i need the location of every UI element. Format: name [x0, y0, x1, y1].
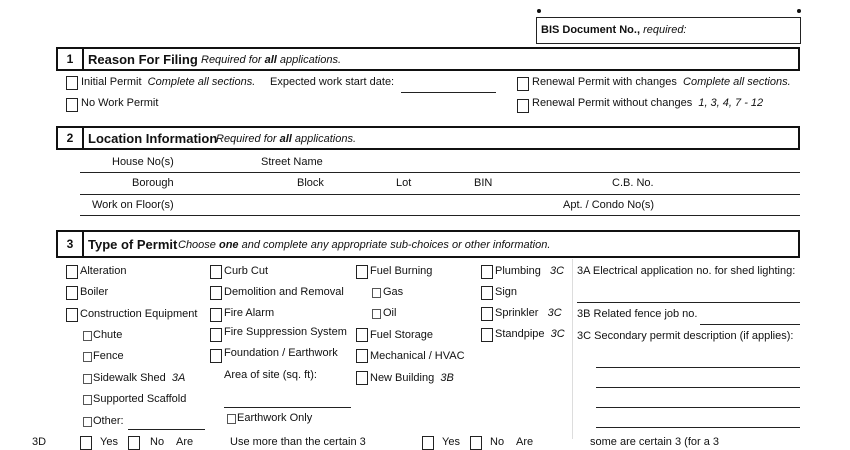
initial-permit-checkbox[interactable] [66, 76, 78, 90]
fuel-storage-label: Fuel Storage [370, 329, 433, 341]
3b-label: 3B Related fence job no. [577, 308, 698, 320]
sprinkler-checkbox[interactable] [481, 307, 493, 321]
renewal-without-label: Renewal Permit without changes 1, 3, 4, 7 - 12 [532, 97, 764, 109]
bottom-yes-label-2: Yes [442, 436, 460, 448]
column-divider [572, 259, 573, 439]
3c-input-line-1[interactable] [596, 367, 800, 368]
3a-input[interactable] [577, 302, 800, 303]
chute-label: Chute [93, 329, 123, 341]
oil-label: Oil [383, 307, 397, 319]
bottom-are-label-2: Are [516, 436, 534, 448]
section-number: 1 [58, 49, 84, 69]
address-input-line[interactable] [80, 172, 800, 173]
fence-checkbox[interactable] [83, 352, 92, 362]
section-1-header [56, 47, 800, 71]
alteration-label: Alteration [80, 265, 127, 277]
supported-scaffold-label: Supported Scaffold [93, 393, 187, 405]
section-number: 2 [58, 128, 84, 148]
fuel-storage-checkbox[interactable] [356, 328, 368, 342]
section-title: Location Information [88, 131, 218, 146]
lot-label: Lot [396, 177, 412, 189]
new-building-checkbox[interactable] [356, 371, 368, 385]
sign-label: Sign [495, 286, 518, 298]
gas-label: Gas [383, 286, 404, 298]
corner-dot [797, 9, 801, 13]
3c-label: 3C Secondary permit description (if applies): [577, 330, 794, 342]
chute-checkbox[interactable] [83, 331, 92, 341]
3c-input-line-3[interactable] [596, 407, 800, 408]
construction-equipment-checkbox[interactable] [66, 308, 78, 322]
street-name-label: Street Name [261, 156, 323, 168]
section-note: Required for all applications. [201, 54, 342, 66]
bottom-row-3d: 3D [32, 436, 47, 448]
standpipe-checkbox[interactable] [481, 328, 493, 342]
boiler-checkbox[interactable] [66, 286, 78, 300]
foundation-label: Foundation / Earthwork [224, 347, 338, 359]
fuel-burning-label: Fuel Burning [370, 265, 433, 277]
3c-input-line-4[interactable] [596, 427, 800, 428]
bottom-are-label-1: Are [176, 436, 194, 448]
apt-condo-label: Apt. / Condo No(s) [563, 199, 655, 211]
section-number: 3 [58, 232, 84, 256]
other-label: Other: [93, 415, 124, 427]
renewal-changes-label: Renewal Permit with changes Complete all sections. [532, 76, 791, 88]
section-note: Required for all applications. [216, 133, 357, 145]
block-label: Block [297, 177, 324, 189]
bis-document-label [541, 24, 687, 36]
cb-no-label: C.B. No. [612, 177, 654, 189]
fire-suppression-label: Fire Suppression System [224, 326, 347, 338]
bis-document-field[interactable] [536, 17, 801, 44]
initial-permit-label: Initial Permit Complete all sections. [81, 76, 256, 88]
bottom-yes-checkbox-2[interactable] [422, 436, 434, 450]
section-note: Choose one and complete any appropriate sub-choices or other information. [178, 239, 551, 251]
demolition-label: Demolition and Removal [224, 286, 344, 298]
fire-alarm-label: Fire Alarm [224, 307, 275, 319]
no-work-permit-checkbox[interactable] [66, 98, 78, 112]
borough-input-line[interactable] [80, 194, 800, 195]
renewal-changes-checkbox[interactable] [517, 77, 529, 91]
gas-checkbox[interactable] [372, 288, 381, 298]
curb-cut-checkbox[interactable] [210, 265, 222, 279]
mechanical-checkbox[interactable] [356, 349, 368, 363]
demolition-checkbox[interactable] [210, 286, 222, 300]
bottom-no-label-1: No [150, 436, 165, 448]
other-checkbox[interactable] [83, 417, 92, 427]
sidewalk-shed-label: Sidewalk Shed 3A [93, 372, 186, 384]
plumbing-checkbox[interactable] [481, 265, 493, 279]
renewal-without-checkbox[interactable] [517, 99, 529, 113]
curb-cut-label: Curb Cut [224, 265, 269, 277]
earthwork-only-label: Earthwork Only [237, 412, 313, 424]
section-title: Type of Permit [88, 237, 178, 252]
new-building-label: New Building 3B [370, 372, 454, 384]
supported-scaffold-checkbox[interactable] [83, 395, 92, 405]
3c-input-line-2[interactable] [596, 387, 800, 388]
section-2-header [56, 126, 800, 150]
construction-equipment-label: Construction Equipment [80, 308, 198, 320]
fuel-burning-checkbox[interactable] [356, 265, 368, 279]
work-start-input[interactable] [401, 92, 496, 93]
work-start-label: Expected work start date: [270, 76, 395, 88]
bis-label-bold: BIS Document No., [541, 24, 641, 36]
corner-dot [537, 9, 541, 13]
mechanical-label: Mechanical / HVAC [370, 350, 465, 362]
bottom-no-checkbox-1[interactable] [128, 436, 140, 450]
standpipe-label: Standpipe 3C [495, 328, 565, 340]
no-work-permit-label: No Work Permit [81, 97, 159, 109]
bin-label: BIN [474, 177, 493, 189]
foundation-checkbox[interactable] [210, 349, 222, 363]
boiler-label: Boiler [80, 286, 109, 298]
bottom-yes-label-1: Yes [100, 436, 118, 448]
fire-suppression-checkbox[interactable] [210, 328, 222, 342]
bottom-question-2: some are certain 3 (for a 3 [590, 436, 720, 448]
area-input[interactable] [224, 407, 351, 408]
bottom-no-label-2: No [490, 436, 505, 448]
alteration-checkbox[interactable] [66, 265, 78, 279]
fence-label: Fence [93, 350, 124, 362]
oil-checkbox[interactable] [372, 309, 381, 319]
plumbing-label: Plumbing 3C [495, 265, 565, 277]
area-of-site-label: Area of site (sq. ft): [224, 369, 317, 381]
fire-alarm-checkbox[interactable] [210, 308, 222, 322]
3b-input[interactable] [700, 324, 800, 325]
borough-label: Borough [132, 177, 174, 189]
section-3-header [56, 230, 800, 258]
earthwork-only-checkbox[interactable] [227, 414, 236, 424]
section-title: Reason For Filing [88, 52, 198, 67]
3a-label: 3A Electrical application no. for shed lighting: [577, 265, 796, 277]
other-input[interactable] [128, 429, 205, 430]
sprinkler-label: Sprinkler 3C [495, 307, 562, 319]
work-floor-label: Work on Floor(s) [92, 199, 174, 211]
house-nos-label: House No(s) [112, 156, 174, 168]
bottom-no-checkbox-2[interactable] [470, 436, 482, 450]
bottom-yes-checkbox-1[interactable] [80, 436, 92, 450]
sign-checkbox[interactable] [481, 286, 493, 300]
bottom-question-1: Use more than the certain 3 [230, 436, 366, 448]
sidewalk-shed-checkbox[interactable] [83, 374, 92, 384]
bis-label-italic: required: [640, 24, 687, 36]
floor-input-line[interactable] [80, 215, 800, 216]
